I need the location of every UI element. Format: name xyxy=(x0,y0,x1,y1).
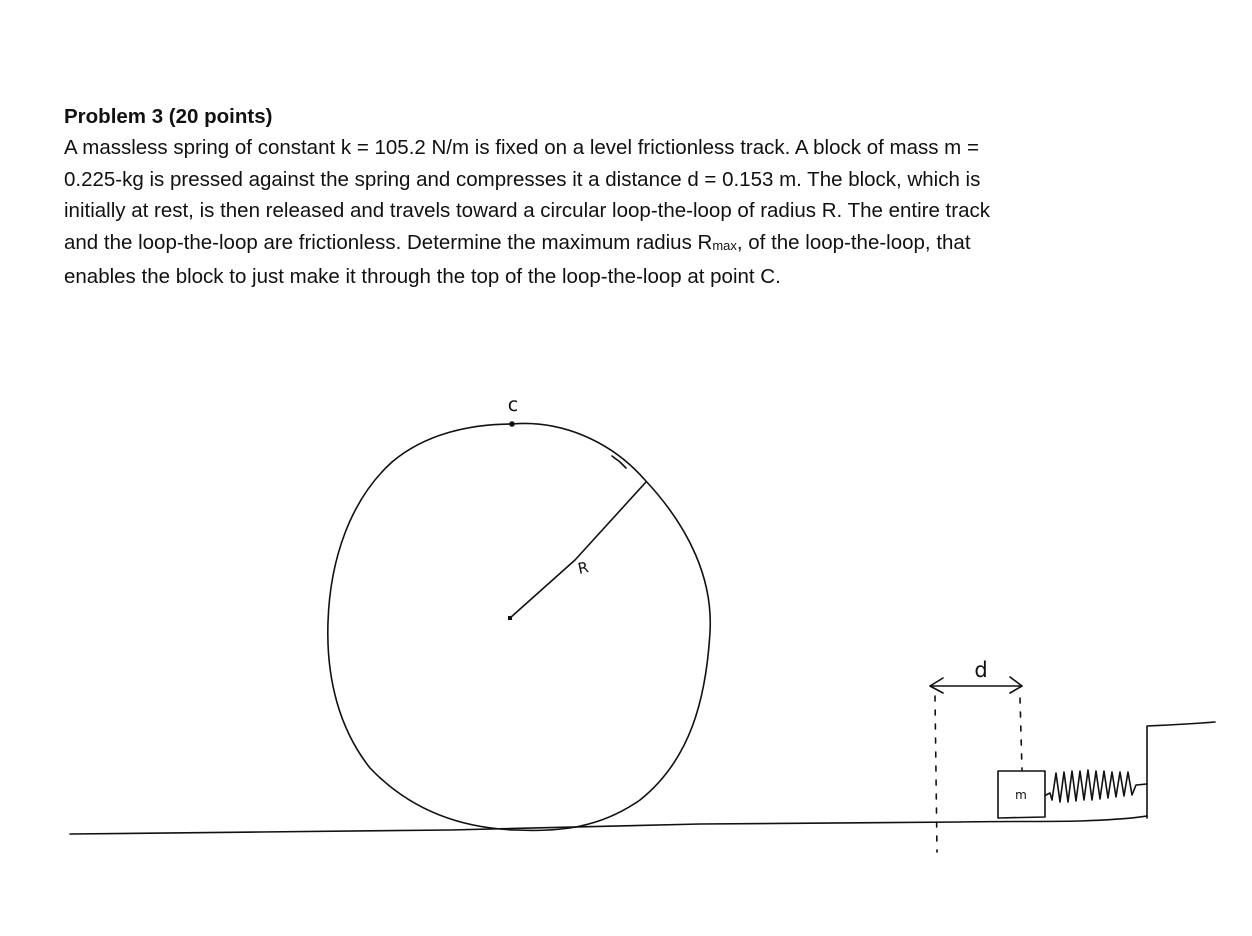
spring-coil xyxy=(1046,770,1147,802)
label-c: c xyxy=(507,394,519,416)
problem-line-2: 0.225-kg is pressed against the spring and compresses it a distance d = 0.153 m. The block, which is xyxy=(64,167,981,191)
ground-track xyxy=(70,816,1147,834)
problem-line-4-tail: , of the loop-the-loop, that xyxy=(736,230,971,254)
radius-line xyxy=(510,482,646,618)
spring-wall xyxy=(1147,722,1215,818)
dashed-line-right xyxy=(1020,698,1022,770)
problem-line-3: initially at rest, is then released and travels toward a circular loop-the-loop of radius R. The entire track xyxy=(64,199,990,222)
label-m: m xyxy=(1015,788,1027,802)
point-c-marker xyxy=(509,421,515,427)
problem-title: Problem 3 (20 points) xyxy=(64,105,273,128)
loop-tick xyxy=(612,456,626,468)
loop-circle xyxy=(328,423,710,830)
rmax-subscript: max xyxy=(712,237,737,253)
label-r: R xyxy=(576,558,591,578)
problem-line-5: enables the block to just make it through the top of the loop-the-loop at point C. xyxy=(64,265,781,288)
center-marker xyxy=(508,616,512,620)
label-d: d xyxy=(974,658,988,682)
problem-line-4-head: and the loop-the-loop are frictionless. Determine the maximum radius R xyxy=(64,230,713,254)
problem-line-1: A massless spring of constant k = 105.2 N/m is fixed on a level frictionless track. A block of mass m = xyxy=(64,136,979,159)
arrowhead-right xyxy=(1010,677,1022,693)
dashed-line-left xyxy=(935,696,937,852)
